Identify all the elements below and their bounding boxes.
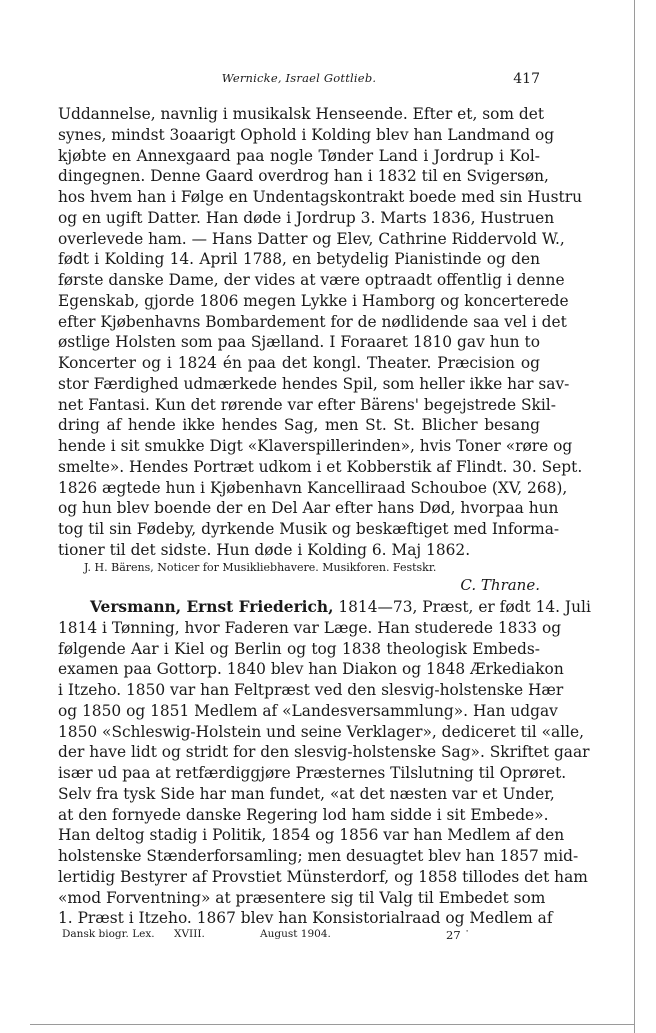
footer-work-title: Dansk biogr. Lex. bbox=[62, 928, 155, 940]
text-line: net Fantasi. Kun det rørende var efter Bärens' begejstrede Skil- bbox=[58, 395, 556, 414]
footer-date: August 1904. bbox=[260, 928, 331, 940]
text-line: og hun blev boende der en Del Aar efter hans Død, hvorpaa hun bbox=[58, 499, 559, 518]
entry-first-line-text: 1814—73, Præst, er født 14. Juli bbox=[333, 598, 591, 616]
page-number: 417 bbox=[513, 71, 540, 87]
text-line: holstenske Stænderforsamling; men desuagtet blev han 1857 mid- bbox=[58, 847, 579, 865]
text-line: og en ugift Datter. Han døde i Jordrup 3. Marts 1836, Hustruen bbox=[58, 208, 555, 227]
entry-first-line bbox=[58, 597, 591, 618]
text-line: hende i sit smukke Digt «Klaverspillerinden», hvis Toner «røre og bbox=[58, 437, 573, 455]
entry-versmann bbox=[58, 597, 591, 929]
text-line: født i Kolding 14. April 1788, en betydelig Pianistinde og den bbox=[58, 250, 540, 269]
text-line: Uddannelse, navnlig i musikalsk Henseende. Efter et, som det bbox=[58, 105, 545, 123]
page-edge-bottom bbox=[30, 1024, 634, 1025]
page-footer bbox=[62, 928, 482, 942]
text-line: Han deltog stadig i Politik, 1854 og 1856 var han Medlem af den bbox=[58, 826, 565, 845]
text-line: kjøbte en Annexgaard paa nogle Tønder Land i Jordrup i Kol- bbox=[58, 146, 540, 165]
text-line: smelte». Hendes Portræt udkom i et Kobberstik af Flindt. 30. Sept. bbox=[58, 457, 583, 476]
entry-wernicke-continued bbox=[58, 104, 583, 561]
page-edge-right bbox=[634, 0, 635, 1033]
text-line: første danske Dame, der vides at være optraadt offentlig i denne bbox=[58, 271, 565, 289]
text-line: overlevede ham. — Hans Datter og Elev, Cathrine Riddervold W., bbox=[58, 229, 565, 248]
text-line: 1. Præst i Itzeho. 1867 blev han Konsistorialraad og Medlem af bbox=[58, 909, 553, 928]
text-line: Egenskab, gjorde 1806 megen Lykke i Hamborg og koncerterede bbox=[58, 291, 569, 310]
text-line: der have lidt og stridt for den slesvig-holstenske Sag». Skriftet gaar bbox=[58, 743, 590, 762]
text-line: 1850 «Schleswig-Holstein und seine Verklager», dediceret til «alle, bbox=[58, 722, 585, 741]
text-line: examen paa Gottorp. 1840 blev han Diakon og 1848 Ærkediakon bbox=[58, 660, 564, 679]
running-title: Wernicke, Israel Gottlieb. bbox=[221, 71, 377, 85]
text-line: tioner til det sidste. Hun døde i Kolding 6. Maj 1862. bbox=[58, 540, 471, 559]
footer-signature-mark: 27 ˙ bbox=[446, 928, 471, 942]
text-line: og 1850 og 1851 Medlem af «Landesversammlung». Han udgav bbox=[58, 701, 558, 720]
text-line: i Itzeho. 1850 var han Feltpræst ved den slesvig-holstenske Hær bbox=[58, 681, 564, 699]
text-line: dingegnen. Denne Gaard overdrog han i 1832 til en Svigersøn, bbox=[58, 167, 549, 186]
text-line: lertidig Bestyrer af Provstiet Münsterdorf, og 1858 tillodes det ham bbox=[58, 867, 588, 886]
text-line: dring af hende ikke hendes Sag, men St. St. Blicher besang bbox=[58, 416, 540, 435]
text-line: østlige Holsten som paa Sjælland. I Foraaret 1810 gav hun to bbox=[58, 333, 540, 352]
text-line: at den fornyede danske Regering lod ham sidde i sit Embede». bbox=[58, 805, 549, 824]
text-line: 1814 i Tønning, hvor Faderen var Læge. Han studerede 1833 og bbox=[58, 618, 562, 637]
text-line: «mod Forventning» at præsentere sig til Valg til Embedet som bbox=[58, 888, 546, 907]
source-reference: J. H. Bärens, Noticer for Musikliebhavere. Musikforen. Festskr. bbox=[84, 561, 437, 574]
author-signature: C. Thrane. bbox=[460, 576, 540, 594]
entry-name: Versmann, Ernst Friederich, bbox=[90, 598, 334, 616]
text-line: synes, mindst 3oaarigt Ophold i Kolding blev han Landmand og bbox=[58, 125, 555, 144]
page-header bbox=[58, 71, 540, 91]
footer-volume: XVIII. bbox=[174, 928, 205, 940]
text-line: følgende Aar i Kiel og Berlin og tog 1838 theologisk Embeds- bbox=[58, 639, 540, 658]
text-line: 1826 ægtede hun i Kjøbenhavn Kancelliraad Schouboe (XV, 268), bbox=[58, 478, 568, 497]
text-line: hos hvem han i Følge en Undentagskontrakt boede med sin Hustru bbox=[58, 188, 582, 206]
text-line: især ud paa at retfærdiggjøre Præsternes Tilslutning til Oprøret. bbox=[58, 764, 567, 782]
text-line: Koncerter og i 1824 én paa det kongl. Theater. Præcision og bbox=[58, 354, 540, 372]
text-line: stor Færdighed udmærkede hendes Spil, som heller ikke har sav- bbox=[58, 374, 570, 393]
text-line: Selv fra tysk Side har man fundet, «at det næsten var et Under, bbox=[58, 784, 555, 803]
text-line: efter Kjøbenhavns Bombardement for de nødlidende saa vel i det bbox=[58, 312, 567, 331]
text-line: tog til sin Fødeby, dyrkende Musik og beskæftiget med Informa- bbox=[58, 520, 560, 538]
